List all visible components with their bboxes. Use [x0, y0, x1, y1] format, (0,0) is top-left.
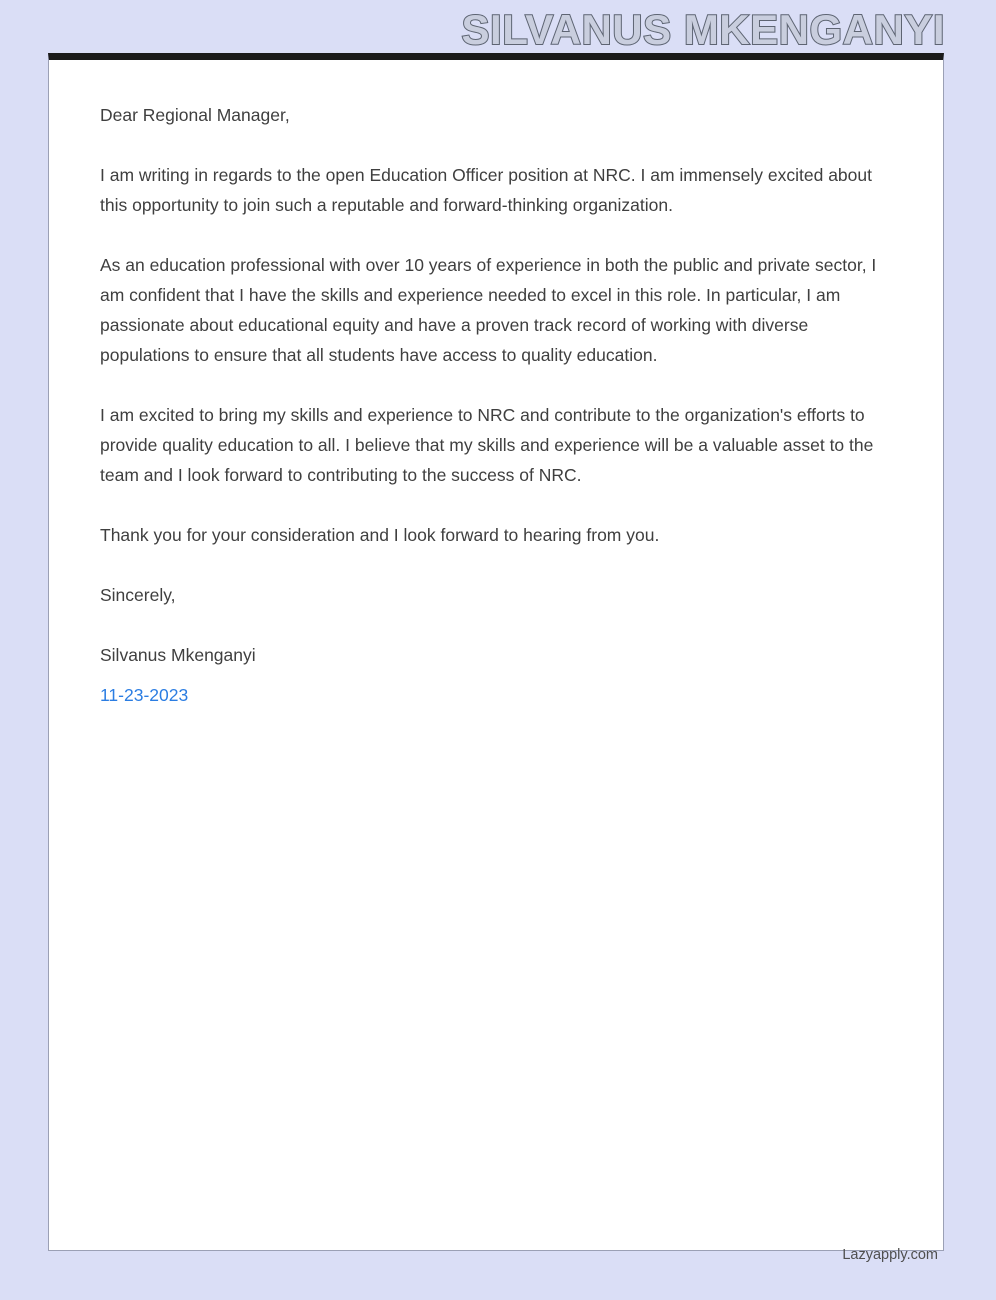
applicant-name-heading: SILVANUS MKENGANYI: [461, 6, 945, 53]
date-link[interactable]: 11-23-2023: [100, 685, 189, 705]
greeting: Dear Regional Manager,: [100, 105, 290, 125]
paragraph-intro: I am writing in regards to the open Education Officer position at NRC. I am immensely excited about this opportunity to join such a reputable and forward-thinking organization.: [100, 165, 872, 215]
paragraph-thanks: Thank you for your consideration and I look forward to hearing from you.: [100, 525, 660, 545]
letter-page: [48, 53, 944, 1251]
paragraph-experience: As an education professional with over 10 years of experience in both the public and private sector, I am confident that I have the skills and experience needed to excel in this role. In particular, I am passionate about educational equity and have a proven track record of working with diverse populations to ensure that all students have access to quality education.: [100, 255, 877, 365]
letter-body: [49, 60, 943, 710]
date-line: [100, 680, 891, 710]
signature-name: Silvanus Mkenganyi: [100, 645, 256, 665]
lazyapply-branding: Lazyapply.com: [842, 1247, 938, 1263]
closing: Sincerely,: [100, 585, 176, 605]
paragraph-contribution: I am excited to bring my skills and experience to NRC and contribute to the organization's efforts to provide quality education to all. I believe that my skills and experience will be a valuable asset to the team and I look forward to contributing to the success of NRC.: [100, 405, 874, 485]
